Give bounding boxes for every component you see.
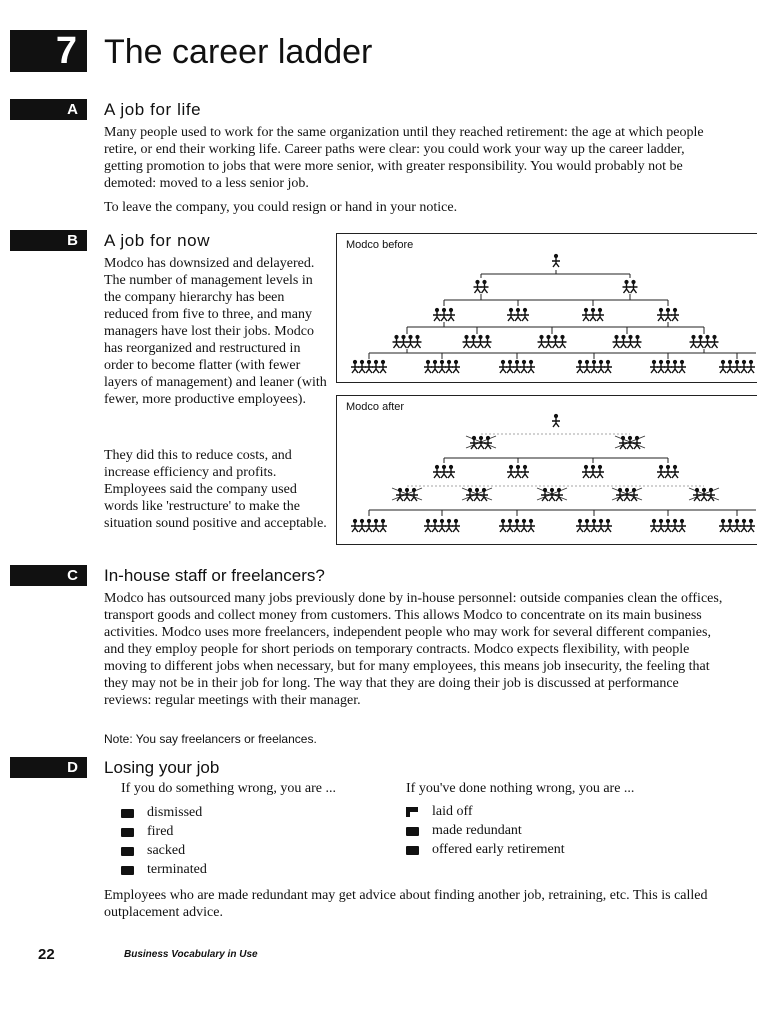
person-icon <box>358 519 366 532</box>
person-icon <box>690 335 698 348</box>
person-icon <box>499 519 507 532</box>
person-icon <box>582 308 590 321</box>
person-icon <box>657 360 665 373</box>
person-icon <box>623 488 631 501</box>
org-chart-after-label: Modco after <box>346 401 405 413</box>
person-icon <box>481 280 489 293</box>
section-d-tab: D <box>10 757 87 778</box>
person-icon <box>576 519 584 532</box>
person-icon <box>664 465 672 478</box>
person-icon <box>372 519 380 532</box>
org-chart-after <box>336 395 757 545</box>
square-bullet-icon <box>121 809 134 818</box>
person-icon <box>671 360 679 373</box>
unit-number-badge: 7 <box>10 30 87 72</box>
person-icon <box>447 465 455 478</box>
person-icon <box>634 335 642 348</box>
person-icon <box>671 519 679 532</box>
square-bullet-icon <box>406 846 419 855</box>
person-icon <box>650 519 658 532</box>
person-icon <box>671 465 679 478</box>
section-a-heading: A job for life <box>104 100 202 119</box>
person-icon <box>552 254 560 267</box>
section-a-paragraph-2: To leave the company, you could resign or hand in your notice. <box>104 200 458 215</box>
person-icon <box>372 360 380 373</box>
unit-title: The career ladder <box>104 33 373 71</box>
person-icon <box>520 519 528 532</box>
person-icon <box>700 488 708 501</box>
person-icon <box>583 360 591 373</box>
square-bullet-icon <box>121 866 134 875</box>
person-icon <box>440 308 448 321</box>
person-icon <box>678 360 686 373</box>
person-icon <box>552 335 560 348</box>
section-b-heading: A job for now <box>104 231 211 250</box>
section-c-tab: C <box>10 565 87 586</box>
section-c-heading: In-house staff or freelancers? <box>104 566 325 585</box>
person-icon <box>474 280 482 293</box>
dismissal-column-heading: If you do something wrong, you are ... <box>121 781 337 796</box>
person-icon <box>538 335 546 348</box>
person-icon <box>740 519 748 532</box>
person-icon <box>626 436 634 449</box>
person-icon <box>351 360 359 373</box>
person-icon <box>604 360 612 373</box>
person-icon <box>407 335 415 348</box>
square-bullet-icon <box>121 847 134 856</box>
list-item: sacked <box>121 841 207 860</box>
person-icon <box>527 519 535 532</box>
person-icon <box>711 335 719 348</box>
person-icon <box>604 519 612 532</box>
person-icon <box>747 360 755 373</box>
person-icon <box>513 519 521 532</box>
list-item: dismissed <box>121 803 207 822</box>
person-icon <box>596 308 604 321</box>
person-icon <box>400 335 408 348</box>
person-icon <box>507 308 515 321</box>
person-icon <box>438 360 446 373</box>
person-icon <box>431 519 439 532</box>
person-icon <box>433 465 441 478</box>
person-icon <box>499 360 507 373</box>
person-icon <box>520 360 528 373</box>
person-icon <box>597 360 605 373</box>
list-item: made redundant <box>406 821 565 840</box>
person-icon <box>445 519 453 532</box>
person-icon <box>548 488 556 501</box>
list-item: offered early retirement <box>406 840 565 859</box>
person-icon <box>623 280 631 293</box>
person-icon <box>507 465 515 478</box>
section-c-paragraph-1: Modco has outsourced many jobs previously done by in-house personnel: outside companies clean the offices, transport goods and collect money from customers. This allows Modco to concentrate on its main business activities. Modco uses more freelancers, independent people who may work for several different companies, and they employ people for short periods on temporary contracts. Modco expects flexibility, with people moving to different jobs when necessary, but for many employees, this means job insecurity, the feeling that they may not be in their job for long. The way that they are doing their job is discussed at performance reviews: regular meetings with their manager. <box>104 591 723 708</box>
flag-bullet-icon <box>406 807 418 817</box>
person-icon <box>620 335 628 348</box>
person-icon <box>424 360 432 373</box>
book-title: Business Vocabulary in Use <box>124 949 258 960</box>
square-bullet-icon <box>406 827 419 836</box>
person-icon <box>365 360 373 373</box>
dismissal-list <box>121 803 207 879</box>
person-icon <box>590 519 598 532</box>
person-icon <box>719 360 727 373</box>
section-d-paragraph-1: Employees who are made redundant may get advice about finding another job, retraining, etc. This is called outplacement advice. <box>104 888 708 920</box>
person-icon <box>365 519 373 532</box>
person-icon <box>431 360 439 373</box>
person-icon <box>657 465 665 478</box>
redundancy-column-heading: If you've done nothing wrong, you are ... <box>406 781 635 796</box>
person-icon <box>452 519 460 532</box>
section-b-tab: B <box>10 230 87 251</box>
person-icon <box>358 360 366 373</box>
org-chart-before-label: Modco before <box>346 239 414 251</box>
person-icon <box>719 519 727 532</box>
person-icon <box>379 360 387 373</box>
org-chart-before <box>336 233 757 383</box>
person-icon <box>613 335 621 348</box>
person-icon <box>514 308 522 321</box>
person-icon <box>650 360 658 373</box>
person-icon <box>473 488 481 501</box>
person-icon <box>627 335 635 348</box>
person-icon <box>477 436 485 449</box>
person-icon <box>664 519 672 532</box>
list-item: terminated <box>121 860 207 879</box>
section-d-heading: Losing your job <box>104 758 220 777</box>
person-icon <box>664 360 672 373</box>
person-icon <box>740 360 748 373</box>
person-icon <box>733 360 741 373</box>
person-icon <box>379 519 387 532</box>
person-icon <box>733 519 741 532</box>
section-b-paragraph-2: They did this to reduce costs, and increase efficiency and profits. Employees said the company used words like 'restructure' to make the situation sound positive and acceptable. <box>104 448 327 531</box>
person-icon <box>403 488 411 501</box>
person-icon <box>514 465 522 478</box>
person-icon <box>513 360 521 373</box>
person-icon <box>477 335 485 348</box>
person-icon <box>589 308 597 321</box>
person-icon <box>678 519 686 532</box>
person-icon <box>576 360 584 373</box>
square-bullet-icon <box>121 828 134 837</box>
list-item: fired <box>121 822 207 841</box>
person-icon <box>440 465 448 478</box>
person-icon <box>597 519 605 532</box>
person-icon <box>657 519 665 532</box>
person-icon <box>657 308 665 321</box>
person-icon <box>521 308 529 321</box>
person-icon <box>590 360 598 373</box>
person-icon <box>463 335 471 348</box>
org-chart-after-figures <box>337 396 757 544</box>
person-icon <box>697 335 705 348</box>
person-icon <box>630 280 638 293</box>
person-icon <box>445 360 453 373</box>
section-a-tab: A <box>10 99 87 120</box>
person-icon <box>726 360 734 373</box>
person-icon <box>484 335 492 348</box>
person-icon <box>393 335 401 348</box>
person-icon <box>527 360 535 373</box>
person-icon <box>596 465 604 478</box>
page-number: 22 <box>38 946 55 963</box>
person-icon <box>506 519 514 532</box>
person-icon <box>664 308 672 321</box>
section-a-paragraph-1: Many people used to work for the same organization until they reached retirement: the age at which people retire, or end their working life. Career paths were clear: you could work your way up the career ladder, getting promotion to jobs that were more senior, with greater responsibility. You would probably not be demoted: moved to a less senior job. <box>104 125 704 191</box>
list-item: laid off <box>406 802 565 821</box>
person-icon <box>470 335 478 348</box>
section-c-note: Note: You say freelancers or freelances. <box>104 732 317 746</box>
person-icon <box>414 335 422 348</box>
person-icon <box>747 519 755 532</box>
person-icon <box>424 519 432 532</box>
person-icon <box>726 519 734 532</box>
person-icon <box>433 308 441 321</box>
person-icon <box>589 465 597 478</box>
person-icon <box>552 414 560 427</box>
person-icon <box>452 360 460 373</box>
person-icon <box>671 308 679 321</box>
person-icon <box>583 519 591 532</box>
section-b-paragraph-1: Modco has downsized and delayered. The number of management levels in the company hierarchy has been reduced from five to three, and many managers have lost their jobs. Modco has reorganized and restructured in order to become flatter (with fewer layers of management) and leaner (with fewer, more productive employees). <box>104 256 327 407</box>
person-icon <box>506 360 514 373</box>
redundancy-list <box>406 802 565 859</box>
org-chart-before-figures <box>337 234 757 382</box>
person-icon <box>351 519 359 532</box>
person-icon <box>438 519 446 532</box>
person-icon <box>704 335 712 348</box>
person-icon <box>521 465 529 478</box>
person-icon <box>545 335 553 348</box>
person-icon <box>447 308 455 321</box>
person-icon <box>559 335 567 348</box>
person-icon <box>582 465 590 478</box>
